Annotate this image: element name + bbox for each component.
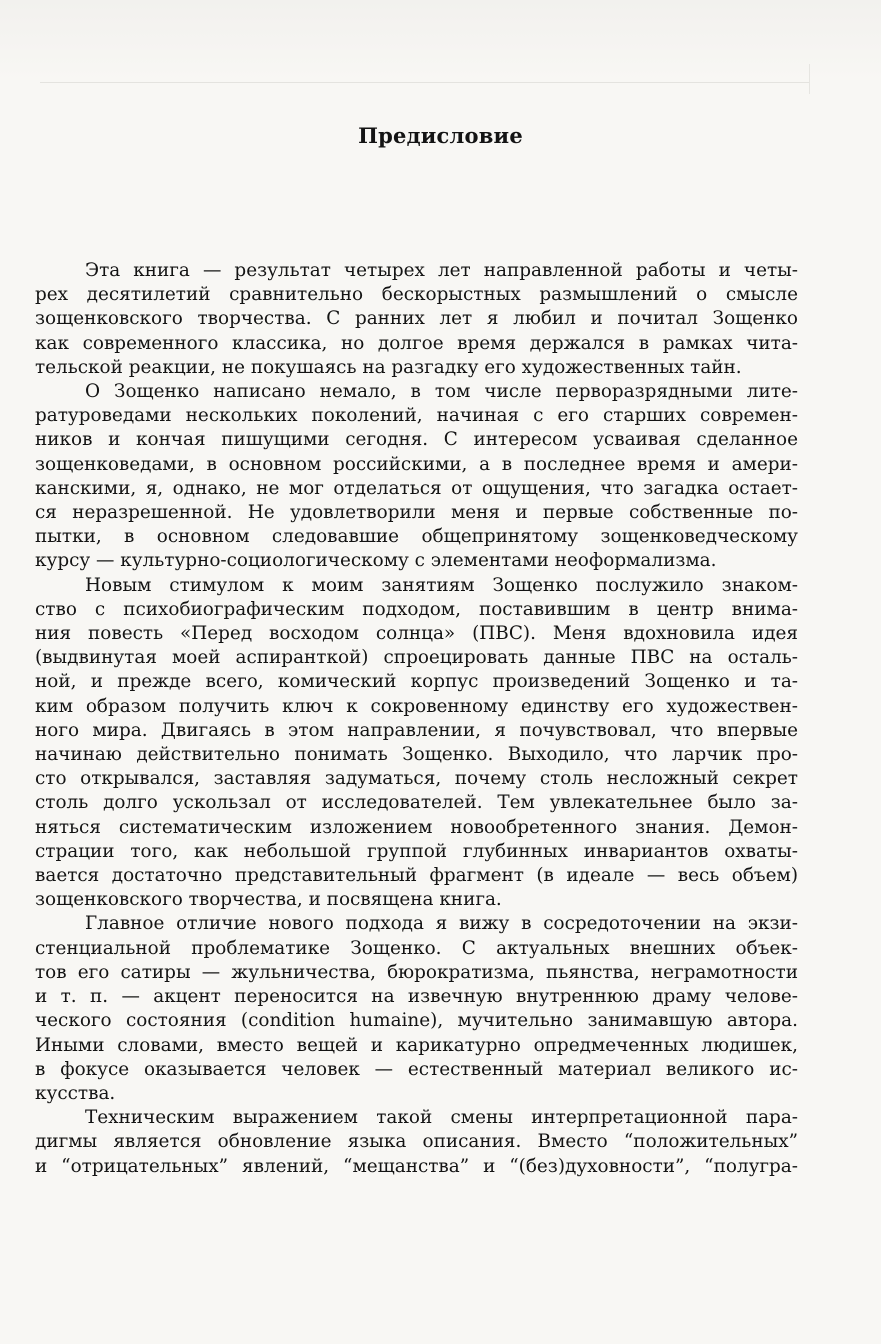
text-line: ратуроведами нескольких поколений, начиная с его старших современ- [35,405,798,427]
text-line: как современного классика, но долгое время держался в рамках чита- [35,332,798,354]
text-line: няться систематическим изложением новообретенного знания. Демон- [35,816,798,838]
paragraph [35,1106,798,1179]
text-line: в фокусе оказывается человек — естественный материал великого ис- [35,1058,798,1080]
page-title: Предисловие [358,123,523,148]
text-line: и “отрицательных” явлений, “мещанства” и “(без)духовности”, “полугра- [35,1155,798,1177]
text-line: ческого состояния (condition humaine), мучительно занимавшую автора. [35,1010,798,1032]
text-line: вается достаточно представительный фрагмент (в идеале — весь объем) [35,865,798,887]
text-line: Эта книга — результат четырех лет направленной работы и четы- [85,260,798,281]
text-line: ников и кончая пишущими сегодня. С интересом усваивая сделанное [35,429,798,451]
text-line: (выдвинутая моей аспиранткой) спроецировать данные ПВС на осталь- [35,647,798,669]
text-line: дигмы является обновление языка описания. Вместо “положительных” [35,1131,798,1153]
text-line: начинаю действительно понимать Зощенко. Выходило, что ларчик про- [35,744,798,766]
text-line: ния повесть «Перед восходом солнца» (ПВС). Меня вдохновила идея [35,623,798,645]
text-line: рех десятилетий сравнительно бескорыстных размышлений о смысле [35,284,798,306]
paragraph [35,574,798,913]
text-line: канскими, я, однако, не мог отделаться от ощущения, что загадка остает- [35,477,798,499]
text-line: ся неразрешенной. Не удовлетворили меня и первые собственные по- [35,502,798,524]
text-line: столь долго ускользал от исследователей. Тем увлекательнее было за- [35,792,798,814]
text-line: и т. п. — акцент переносится на извечную внутреннюю драму челове- [35,986,798,1008]
text-line: пытки, в основном следовавшие общепринятому зощенковедческому [35,526,798,548]
bleed-through-header-rule [40,62,810,83]
body-text [35,259,798,1179]
text-line: зощенковедами, в основном российскими, а в последнее время и амери- [35,453,798,475]
text-line: курсу — культурно-социологическому с элементами неоформализма. [35,550,717,572]
text-line: ство с психобиографическим подходом, поставившим в центр внима- [35,598,798,620]
text-line: стенциальной проблематике Зощенко. С актуальных внешних объек- [35,937,798,959]
text-line: Главное отличие нового подхода я вижу в сосредоточении на экзи- [85,913,798,935]
text-line: О Зощенко написано немало, в том числе перворазрядными лите- [85,381,798,403]
paragraph [35,259,798,380]
text-line: зощенковского творчества. С ранних лет я любил и почитал Зощенко [35,308,798,330]
text-line: ким образом получить ключ к сокровенному единству его художествен- [35,695,798,717]
text-line: ного мира. Двигаясь в этом направлении, я почувствовал, что впервые [35,719,798,741]
text-line: ной, и прежде всего, комический корпус произведений Зощенко и та- [35,671,798,693]
text-line: кусства. [35,1082,116,1104]
text-line: страции того, как небольшой группой глубинных инвариантов охваты- [35,840,798,862]
text-line: Техническим выражением такой смены интерпретационной пара- [85,1107,798,1129]
text-line: Новым стимулом к моим занятиям Зощенко послужило знаком- [85,574,798,596]
text-line: тельской реакции, не покушаясь на разгадку его художественных тайн. [35,356,742,378]
text-line: зощенковского творчества, и посвящена книга. [35,889,502,911]
bleed-through-page-mark [799,64,810,94]
text-line: Иными словами, вместо вещей и карикатурно опредмеченных людишек, [35,1034,798,1056]
paragraph [35,912,798,1106]
paragraph [35,380,798,574]
text-line: тов его сатиры — жульничества, бюрократизма, пьянства, неграмотности [35,961,798,983]
text-line: сто открывался, заставляя задуматься, почему столь несложный секрет [35,768,798,790]
